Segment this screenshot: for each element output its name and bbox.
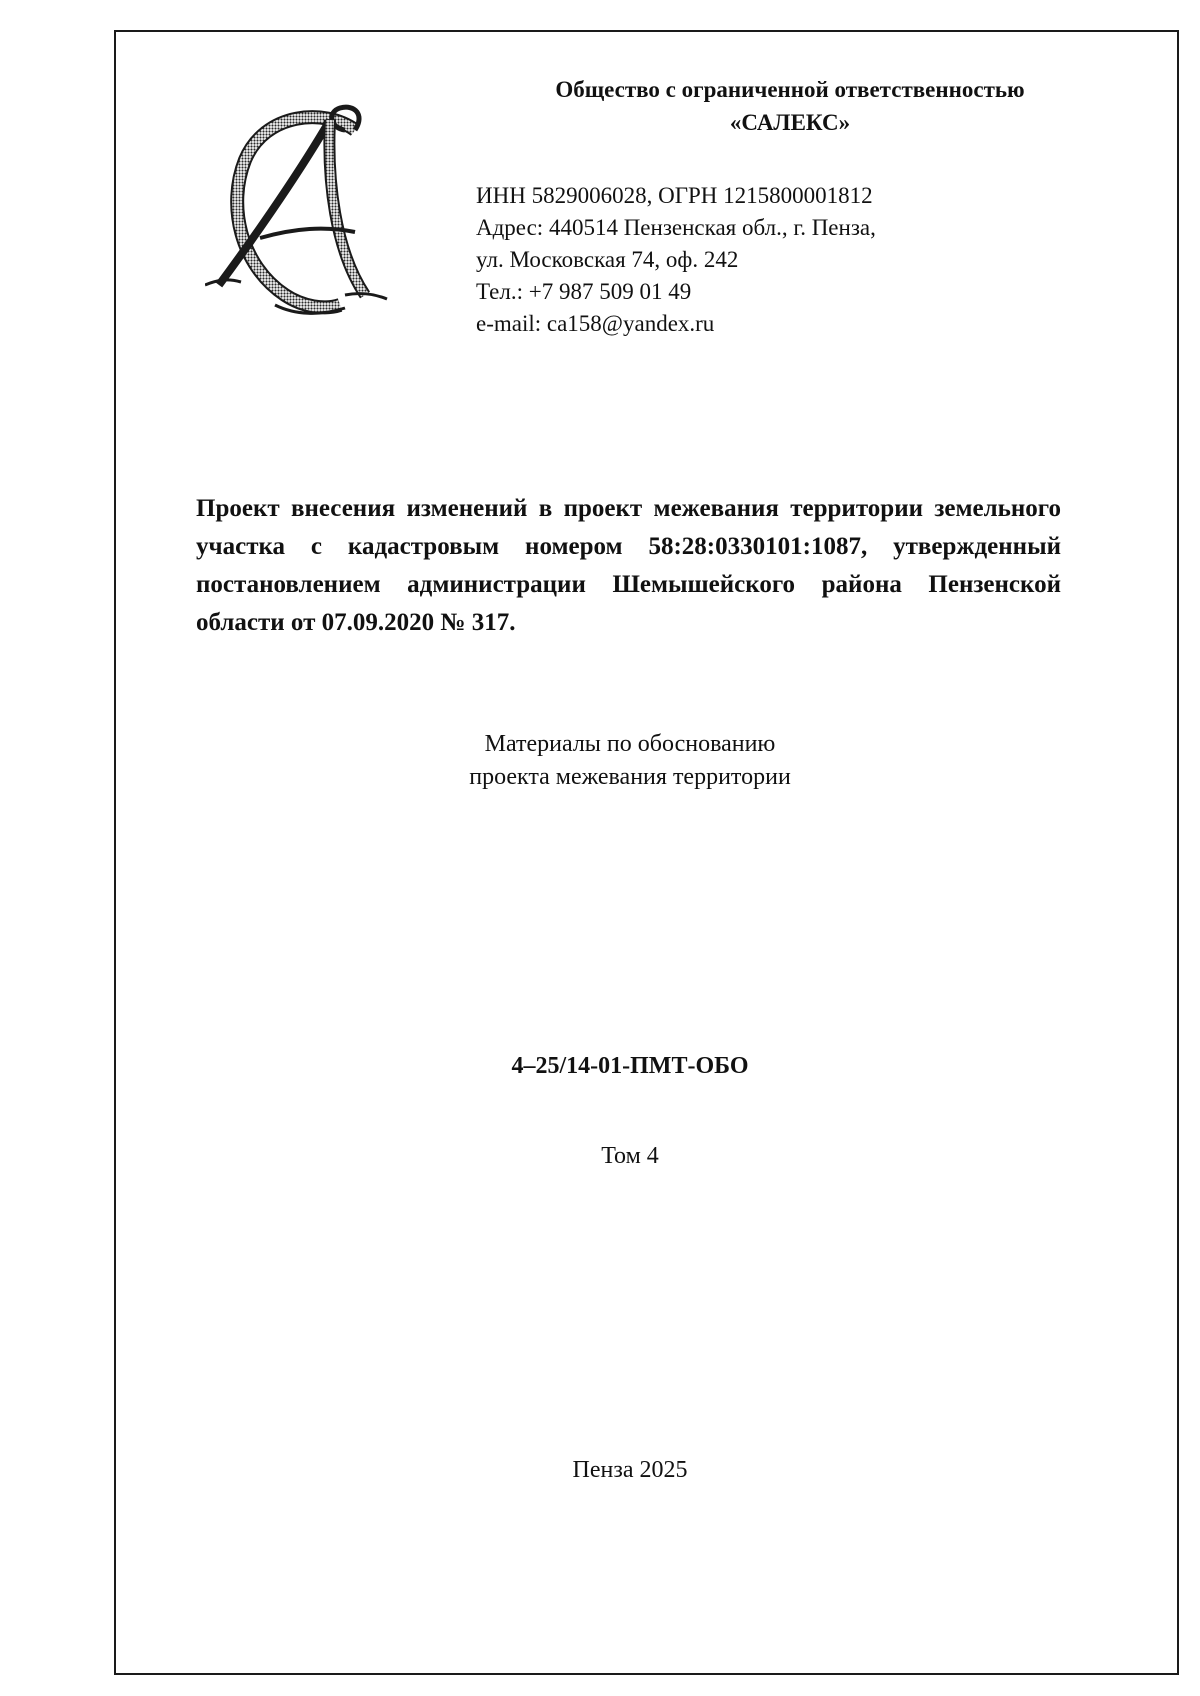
phone: Тел.: +7 987 509 01 49: [476, 279, 692, 304]
address-line2: ул. Московская 74, оф. 242: [476, 247, 739, 272]
city-year: Пенза 2025: [572, 1457, 688, 1483]
address-line1: Адрес: 440514 Пензенская обл., г. Пенза,: [476, 215, 876, 240]
subtitle-line1: Материалы по обоснованию: [484, 731, 776, 757]
organization-name: [470, 73, 1110, 139]
tax-ids: ИНН 5829006028, ОГРН 1215800001812: [476, 183, 873, 208]
subtitle-line2: проекта межевания территории: [469, 764, 791, 790]
email: e-mail: ca158@yandex.ru: [476, 311, 715, 336]
volume-number: Том 4: [601, 1143, 659, 1169]
document-code: 4–25/14-01-ПМТ-ОБО: [511, 1053, 749, 1079]
project-title: Проект внесения изменений в проект межевания территории земельного участка с кадастровым номером 58:28:0330101:1087, утвержденный постановлением администрации Шемышейского района Пензенской области от 07.09.2020 № 317.: [196, 495, 1061, 636]
contact-details: [476, 180, 876, 340]
sa-monogram-icon: [205, 100, 405, 325]
document-subtitle: [200, 728, 1060, 794]
org-name-line2: «САЛЕКС»: [729, 110, 851, 135]
org-name-line1: Общество с ограниченной ответственностью: [555, 77, 1025, 102]
